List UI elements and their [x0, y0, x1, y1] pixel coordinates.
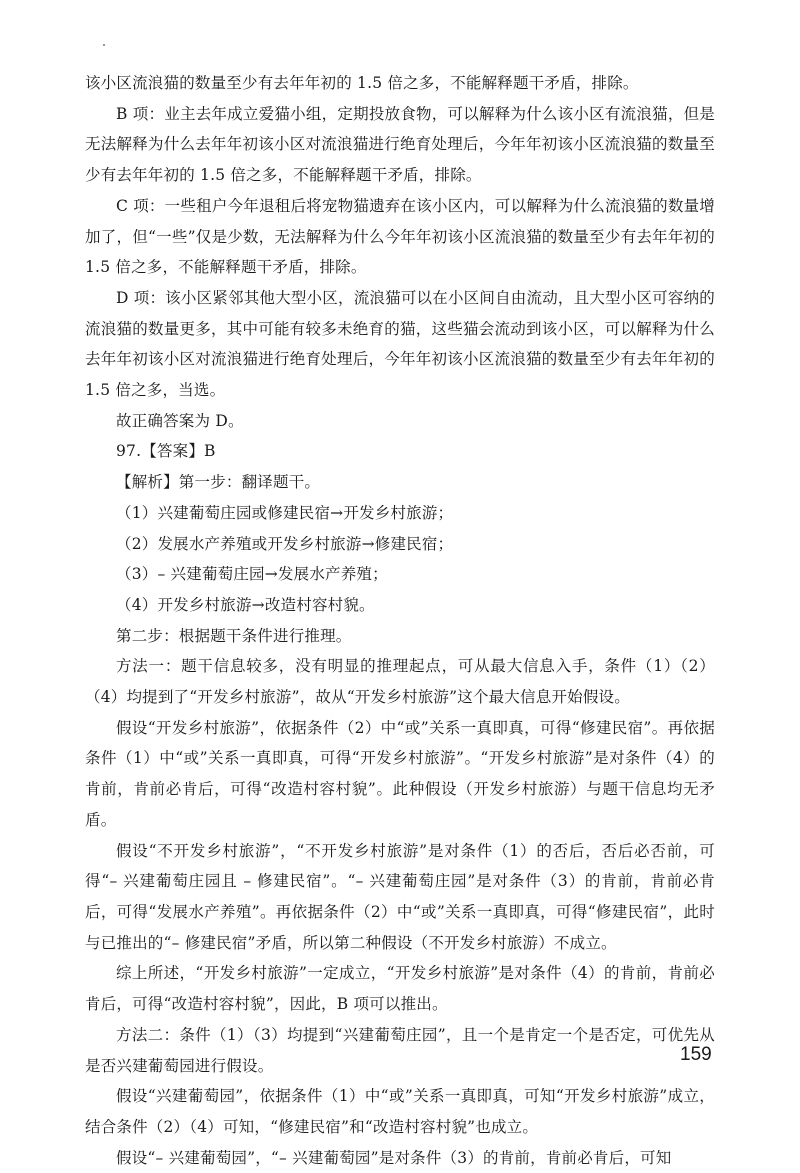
paragraph-option-c: C 项：一些租户今年退租后将宠物猫遗弃在该小区内，可以解释为什么流浪猫的数量增加了，但“一些”仅是少数，无法解释为什么今年年初该小区流浪猫的数量至少有去年年初的 1.5 倍之多，不能解释题干矛盾，排除。: [85, 196, 715, 277]
assumption-3: 假设“兴建葡萄园”，依据条件（1）中“或”关系一真即真，可知“开发乡村旅游”成立，结合条件（2）（4）可知，“修建民宿”和“改造村容村貌”也成立。: [85, 1087, 715, 1136]
assumption-1: 假设“开发乡村旅游”，依据条件（2）中“或”关系一真即真，可得“修建民宿”。再依据条件（1）中“或”关系一真即真，可得“开发乡村旅游”。“开发乡村旅游”是对条件（4）的肯前，肯前必肯后，可得“改造村容村貌”。此种假设（开发乡村旅游）与题干信息均无矛盾。: [85, 718, 715, 829]
paragraph-option-b: B 项：业主去年成立爱猫小组，定期投放食物，可以解释为什么该小区有流浪猫，但是无法解释为什么去年年初该小区对流浪猫进行绝育处理后，今年年初该小区流浪猫的数量至少有去年年初的 1.5 倍之多，不能解释题干矛盾，排除。: [85, 104, 715, 185]
analysis-step-1: 【解析】第一步：翻译题干。: [116, 473, 321, 492]
condition-3: （3）– 兴建葡萄庄园→发展水产养殖；: [116, 565, 388, 584]
scan-speck: [103, 44, 105, 46]
method-2: 方法二：条件（1）（3）均提到“兴建葡萄庄园”，且一个是肯定一个是否定，可优先从是否兴建葡萄园进行假设。: [85, 1025, 715, 1075]
paragraph: 该小区流浪猫的数量至少有去年年初的 1.5 倍之多，不能解释题干矛盾，排除。: [85, 74, 639, 92]
condition-1: （1）兴建葡萄庄园或修建民宿→开发乡村旅游；: [116, 503, 454, 522]
paragraph-option-d: D 项：该小区紧邻其他大型小区，流浪猫可以在小区间自由流动，且大型小区可容纳的流浪猫的数量更多，其中可能有较多未绝育的猫，这些猫会流动到该小区，可以解释为什么去年年初该小区对流浪猫进行绝育处理后，今年年初该小区流浪猫的数量至少有去年年初的 1.5 倍之多，当选。: [85, 288, 715, 400]
condition-2: （2）发展水产养殖或开发乡村旅游→修建民宿；: [116, 534, 454, 553]
assumption-4: 假设“– 兴建葡萄园”，“– 兴建葡萄园”是对条件（3）的肯前，肯前必肯后，可知: [116, 1148, 672, 1167]
page-number: 159: [680, 1044, 712, 1065]
condition-4: （4）开发乡村旅游→改造村容村貌。: [116, 595, 375, 614]
page-body: [85, 68, 715, 1173]
analysis-step-2: 第二步：根据题干条件进行推理。: [116, 626, 352, 645]
summary: 综上所述，“开发乡村旅游”一定成立，“开发乡村旅游”是对条件（4）的肯前，肯前必肯后，可得“改造村容村貌”，因此，B 项可以推出。: [85, 964, 715, 1014]
assumption-2: 假设“不开发乡村旅游”，“不开发乡村旅游”是对条件（1）的否后，否后必否前，可得“– 兴建葡萄庄园且 – 修建民宿”。“– 兴建葡萄庄园”是对条件（3）的肯前，肯前必肯后，可得“发展水产养殖”。再依据条件（2）中“或”关系一真即真，可得“修建民宿”，此时与已推出的“– 修建民宿”矛盾，所以第二种假设（不开发乡村旅游）不成立。: [85, 841, 715, 952]
method-1: 方法一：题干信息较多，没有明显的推理起点，可从最大信息入手，条件（1）（2）（4）均提到了“开发乡村旅游”，故从“开发乡村旅游”这个最大信息开始假设。: [85, 657, 715, 707]
question-97-answer: 97.【答案】B: [116, 442, 216, 461]
paragraph-answer: 故正确答案为 D。: [116, 411, 244, 430]
